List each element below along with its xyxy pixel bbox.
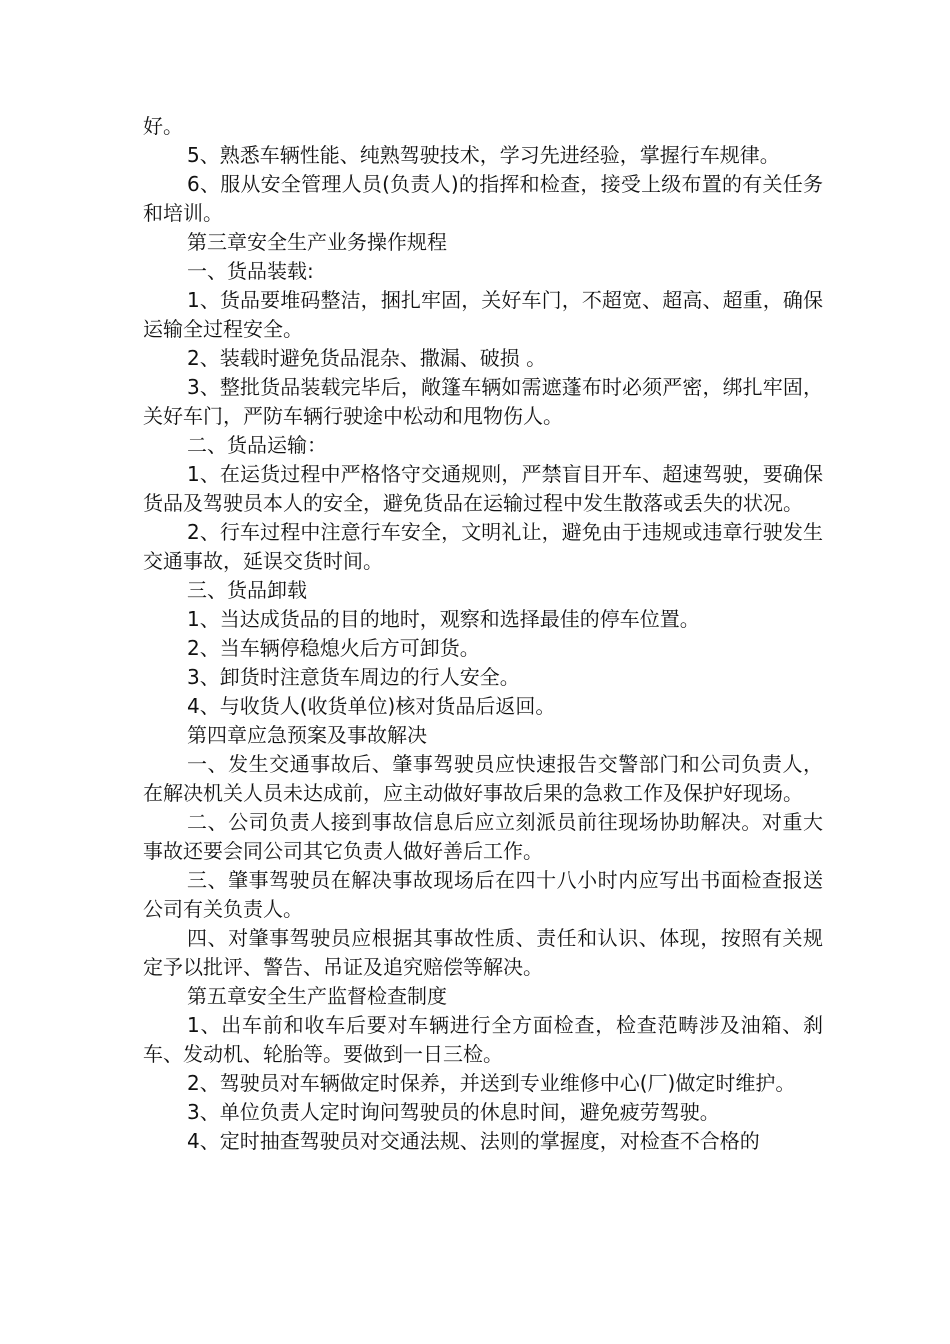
section-heading: 三、货品卸载	[187, 578, 307, 602]
paragraph-item: 2、行车过程中注意行车安全，文明礼让，避免由于违规或违章行驶发生交通事故，延误交货时间。	[143, 520, 823, 573]
paragraph-item: 一、发生交通事故后、肇事驾驶员应快速报告交警部门和公司负责人，在解决机关人员未达成前，应主动做好事故后果的急救工作及保护好现场。	[143, 752, 823, 805]
paragraph-item: 5、熟悉车辆性能、纯熟驾驶技术，学习先进经验，掌握行车规律。	[187, 143, 780, 167]
paragraph-item: 2、装载时避免货品混杂、撒漏、破损 。	[187, 346, 547, 370]
section-heading: 二、货品运输：	[187, 433, 327, 457]
chapter-heading: 第五章安全生产监督检查制度	[187, 984, 447, 1008]
paragraph-item: 2、当车辆停稳熄火后方可卸货。	[187, 636, 480, 660]
paragraph-item: 三、肇事驾驶员在解决事故现场后在四十八小时内应写出书面检查报送公司有关负责人。	[143, 868, 823, 921]
paragraph-item: 1、出车前和收车后要对车辆进行全方面检查，检查范畴涉及油箱、刹车、发动机、轮胎等。要做到一日三检。	[143, 1013, 823, 1066]
paragraph-item: 四、对肇事驾驶员应根据其事故性质、责任和认识、体现，按照有关规定予以批评、警告、吊证及追究赔偿等解决。	[143, 926, 823, 979]
paragraph-item: 二、公司负责人接到事故信息后应立刻派员前往现场协助解决。对重大事故还要会同公司其它负责人做好善后工作。	[143, 810, 823, 863]
paragraph-item: 3、单位负责人定时询问驾驶员的休息时间，避免疲劳驾驶。	[187, 1100, 720, 1124]
paragraph-item: 3、卸货时注意货车周边的行人安全。	[187, 665, 520, 689]
paragraph-item: 6、服从安全管理人员(负责人)的指挥和检查，接受上级布置的有关任务和培训。	[143, 172, 823, 225]
chapter-heading: 第三章安全生产业务操作规程	[187, 230, 447, 254]
paragraph-continuation: 好。	[143, 114, 183, 138]
paragraph-item: 2、驾驶员对车辆做定时保养，并送到专业维修中心(厂)做定时维护。	[187, 1071, 796, 1095]
paragraph-item: 3、整批货品装载完毕后，敞篷车辆如需遮蓬布时必须严密，绑扎牢固，关好车门，严防车辆行驶途中松动和甩物伤人。	[143, 375, 823, 428]
paragraph-item: 4、定时抽查驾驶员对交通法规、法则的掌握度，对检查不合格的	[187, 1129, 760, 1153]
section-heading: 一、货品装载:	[187, 259, 314, 283]
paragraph-item: 1、当达成货品的目的地时，观察和选择最佳的停车位置。	[187, 607, 700, 631]
paragraph-item: 1、货品要堆码整洁，捆扎牢固，关好车门，不超宽、超高、超重，确保运输全过程安全。	[143, 288, 823, 341]
paragraph-item: 1、在运货过程中严格恪守交通规则，严禁盲目开车、超速驾驶，要确保货品及驾驶员本人的安全，避免货品在运输过程中发生散落或丢失的状况。	[143, 462, 823, 515]
document-body	[143, 112, 823, 1156]
chapter-heading: 第四章应急预案及事故解决	[187, 723, 427, 747]
paragraph-item: 4、与收货人(收货单位)核对货品后返回。	[187, 694, 556, 718]
